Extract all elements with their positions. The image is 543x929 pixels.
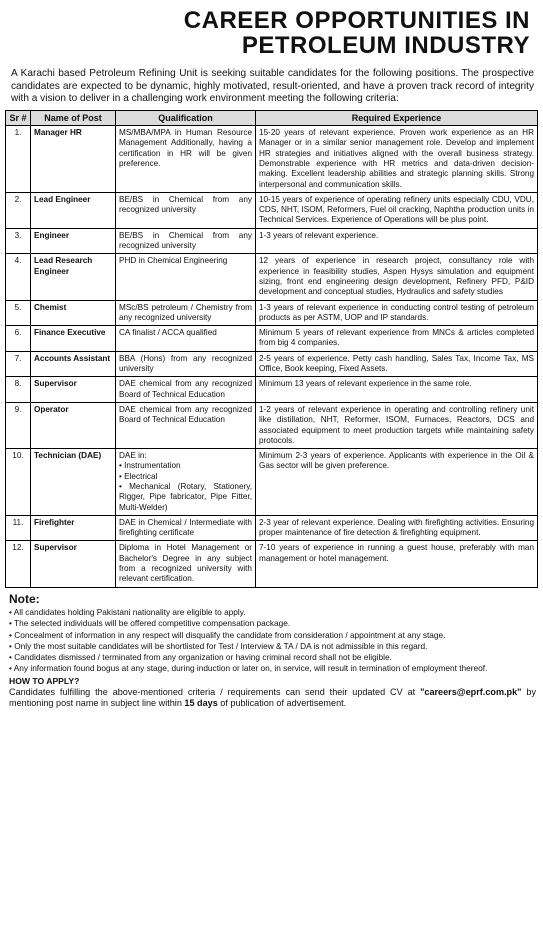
row-experience: 10-15 years of experience of operating refinery units especially CDU, VDU, CDS, NHT, ISOM, Reformers, Fuel oil cracking, Naphtha production units in Technical Services. Experience of Operations will be plus point. [256, 192, 538, 228]
title-line-1: CAREER OPPORTUNITIES IN [183, 7, 530, 34]
row-post: Manager HR [31, 126, 116, 193]
row-sr: 11. [6, 515, 31, 541]
row-qualification: BE/BS in Chemical from any recognized university [116, 228, 256, 254]
notes-heading: Note: [9, 591, 40, 606]
row-experience: Minimum 13 years of relevant experience in the same role. [256, 377, 538, 403]
table-row [6, 326, 538, 352]
table-row [6, 541, 538, 587]
header-experience: Required Experience [256, 110, 538, 125]
apply-heading: HOW TO APPLY? [9, 675, 80, 686]
table-header-row [6, 110, 538, 125]
row-experience: 2-3 year of relevant experience. Dealing with firefighting activities. Ensuring proper maintenance of fire detection & firefighting equipment. [256, 515, 538, 541]
qualification-item: • Mechanical (Rotary, Stationery, Rigger, Pipe fabricator, Pipe Fitter, Multi-Welder) [119, 481, 252, 512]
qualification-item: • Electrical [119, 471, 158, 481]
row-qualification: PHD in Chemical Engineering [116, 254, 256, 300]
row-sr: 4. [6, 254, 31, 300]
apply-instructions [9, 687, 536, 709]
table-row [6, 254, 538, 300]
row-qualification: CA finalist / ACCA qualified [116, 326, 256, 352]
row-experience: 2-5 years of experience. Petty cash handling, Sales Tax, Income Tax, MS Office, Book keeping, Fixed Assets. [256, 351, 538, 377]
positions-table [5, 110, 538, 588]
row-experience: 1-3 years of relevant experience in conducting control testing of petroleum products as per ASTM, UOP and IP standards. [256, 300, 538, 326]
note-item: • Concealment of information in any respect will disqualify the candidate from consideration / appointment at any stage. [9, 629, 446, 640]
note-item: • The selected individuals will be offered competitive compensation package. [9, 618, 291, 629]
apply-text-1: Candidates fulfilling the above-mentioned criteria / requirements can send their updated CV at [9, 687, 416, 698]
row-post: Operator [31, 402, 116, 448]
table-row [6, 351, 538, 377]
note-item: • Only the most suitable candidates will be shortlisted for Test / Interview & TA / DA is not admissible in this regard. [9, 640, 428, 651]
header-sr: Sr # [6, 110, 31, 125]
row-qualification: DAE chemical from any recognized Board of Technical Education [116, 402, 256, 448]
note-item: • All candidates holding Pakistani nationality are eligible to apply. [9, 606, 246, 617]
row-sr: 10. [6, 449, 31, 516]
row-sr: 6. [6, 326, 31, 352]
row-qualification: Diploma in Hotel Management or Bachelor's Degree in any subject from a recognized university with relevant certification. [116, 541, 256, 587]
apply-email: "careers@eprf.com.pk" [420, 687, 522, 698]
title-line-2: PETROLEUM INDUSTRY [241, 32, 530, 59]
row-sr: 2. [6, 192, 31, 228]
table-row [6, 402, 538, 448]
apply-text-2: by mentioning post name in subject line within [9, 687, 536, 709]
row-qualification: DAE chemical from any recognized Board of Technical Education [116, 377, 256, 403]
row-qualification: MS/MBA/MPA in Human Resource Management Additionally, having a certification in HR will be given preference. [116, 126, 256, 193]
row-experience: 1-3 years of relevant experience. [256, 228, 538, 254]
row-experience: 15-20 years of relevant experience. Proven work experience as an HR Manager or in a similar senior management role. Develop and implement HR strategies and initiatives aligned with the overall business strategy. Demonstrable experience with HR metrics and data-driven decision-making. Excellent leadership abilities and strategic planning skills. Strong interpersonal and communication skills. [256, 126, 538, 193]
page-title [5, 8, 538, 58]
row-experience: 7-10 years of experience in running a guest house, preferably with man management or hotel management. [256, 541, 538, 587]
table-row [6, 515, 538, 541]
row-sr: 7. [6, 351, 31, 377]
row-experience: 1-2 years of relevant experience in operating and controlling refinery unit like distillation, NHT, Reformer, ISOM, Furnaces, Reactors, DCS and associated equipment to meet production targets while maintaining safety protocols. [256, 402, 538, 448]
row-post: Engineer [31, 228, 116, 254]
row-post: Lead Research Engineer [31, 254, 116, 300]
row-qualification: MSc/BS petroleum / Chemistry from any recognized university [116, 300, 256, 326]
row-qualification: DAE in Chemical / Intermediate with firefighting certificate [116, 515, 256, 541]
table-row [6, 192, 538, 228]
table-row [6, 449, 538, 516]
row-qualification [116, 449, 256, 516]
apply-deadline: 15 days [184, 698, 218, 709]
row-sr: 8. [6, 377, 31, 403]
note-item: • Any information found bogus at any stage, during induction or later on, in service, will result in termination of employment thereof. [9, 663, 488, 674]
row-experience: Minimum 2-3 years of experience. Applicants with experience in the Oil & Gas sector will be given preference. [256, 449, 538, 516]
table-row [6, 377, 538, 403]
table-row [6, 300, 538, 326]
row-experience: 12 years of experience in research project, consultancy role with experience in feasibility studies, Aspen Hysys simulation and equipment sizing, front end engineering design development, Refinery PFD, P&ID development and conceptual studies, Hydraulics and safety studies [256, 254, 538, 300]
row-qualification: BBA (Hons) from any recognized university [116, 351, 256, 377]
row-sr: 5. [6, 300, 31, 326]
qualification-intro: DAE in: [119, 451, 147, 461]
table-row [6, 126, 538, 193]
row-post: Accounts Assistant [31, 351, 116, 377]
notes-section [9, 591, 536, 709]
qualification-item: • Instrumentation [119, 461, 181, 471]
row-post: Chemist [31, 300, 116, 326]
note-item: • Candidates dismissed / terminated from any organization or having criminal record shall not be eligible. [9, 652, 392, 663]
intro-paragraph: A Karachi based Petroleum Refining Unit is seeking suitable candidates for the following positions. The prospective candidates are expected to be dynamic, highly motivated, result-oriented, and have a proven track record of integrity with a vision to deliver in a challenging work environment meeting the following criteria: [11, 68, 534, 105]
header-qualification: Qualification [116, 110, 256, 125]
row-post: Supervisor [31, 377, 116, 403]
row-experience: Minimum 5 years of relevant experience from MNCs & articles completed from big 4 companies. [256, 326, 538, 352]
row-sr: 9. [6, 402, 31, 448]
row-post: Supervisor [31, 541, 116, 587]
table-row [6, 228, 538, 254]
header-post: Name of Post [31, 110, 116, 125]
row-sr: 3. [6, 228, 31, 254]
row-post: Finance Executive [31, 326, 116, 352]
row-post: Technician (DAE) [31, 449, 116, 516]
row-post: Firefighter [31, 515, 116, 541]
row-sr: 12. [6, 541, 31, 587]
row-sr: 1. [6, 126, 31, 193]
apply-text-3: of publication of advertisement. [217, 698, 347, 709]
row-post: Lead Engineer [31, 192, 116, 228]
row-qualification: BE/BS in Chemical from any recognized university [116, 192, 256, 228]
